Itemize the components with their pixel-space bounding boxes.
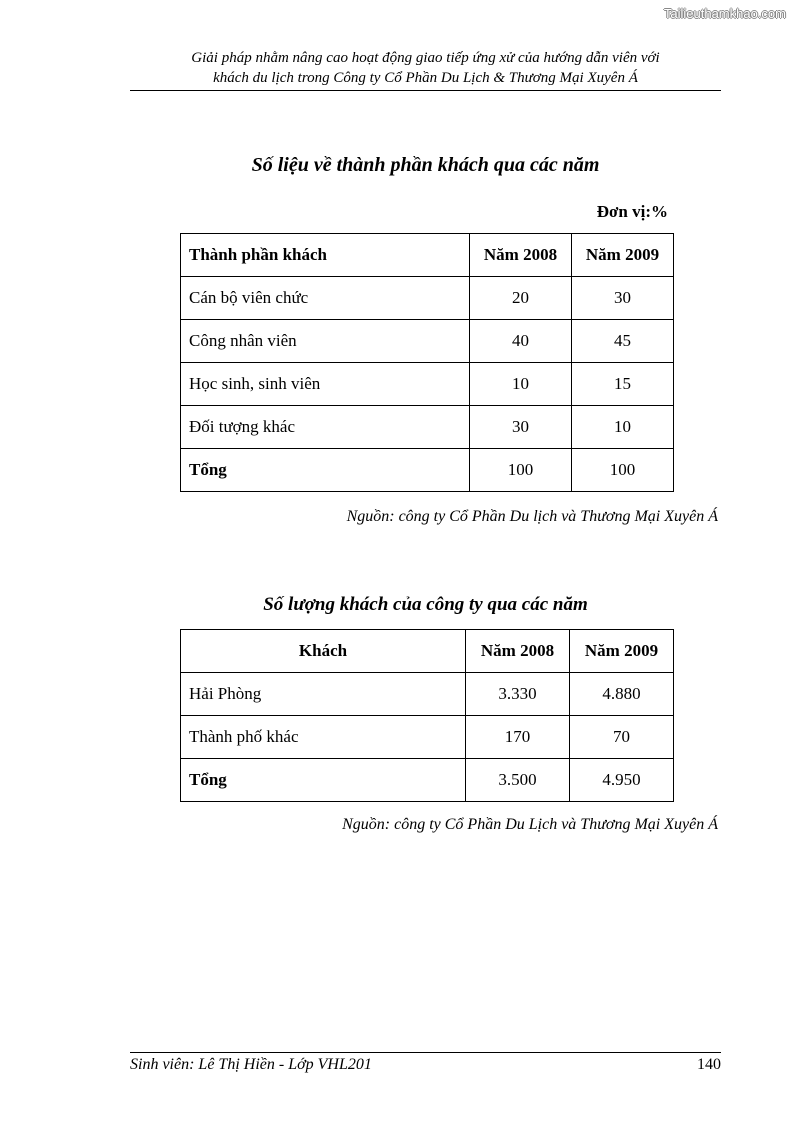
cell-2008: 3.330 <box>466 673 570 716</box>
column-header-guest: Khách <box>181 630 466 673</box>
column-header-2009: Năm 2009 <box>572 234 674 277</box>
row-label: Thành phố khác <box>181 716 466 759</box>
page-header <box>130 48 721 88</box>
cell-2009: 10 <box>572 406 674 449</box>
table-total-row <box>181 759 674 802</box>
page-number: 140 <box>697 1056 721 1073</box>
cell-2009: 30 <box>572 277 674 320</box>
cell-2008: 30 <box>470 406 572 449</box>
header-divider <box>130 90 721 91</box>
column-header-guest-type: Thành phần khách <box>181 234 470 277</box>
table-row <box>181 406 674 449</box>
table-row <box>181 673 674 716</box>
footer-divider <box>130 1052 721 1053</box>
total-2009: 100 <box>572 449 674 492</box>
total-2009: 4.950 <box>570 759 674 802</box>
row-label: Đối tượng khác <box>181 406 470 449</box>
total-2008: 3.500 <box>466 759 570 802</box>
table-row <box>181 716 674 759</box>
cell-2009: 45 <box>572 320 674 363</box>
cell-2009: 70 <box>570 716 674 759</box>
header-line-1: Giải pháp nhằm nâng cao hoạt động giao tiếp ứng xử của hướng dẫn viên với <box>191 50 660 66</box>
cell-2009: 15 <box>572 363 674 406</box>
column-header-2008: Năm 2008 <box>470 234 572 277</box>
cell-2008: 10 <box>470 363 572 406</box>
header-line-2: khách du lịch trong Công ty Cổ Phần Du Lịch & Thương Mại Xuyên Á <box>213 70 638 86</box>
row-label: Cán bộ viên chức <box>181 277 470 320</box>
guest-composition-table <box>180 233 674 492</box>
table1-unit: Đơn vị:% <box>596 202 668 221</box>
table2-title: Số lượng khách của công ty qua các năm <box>263 594 588 615</box>
table-row <box>181 277 674 320</box>
row-label: Học sinh, sinh viên <box>181 363 470 406</box>
table1-source: Nguồn: công ty Cổ Phần Du lịch và Thương Mại Xuyên Á <box>346 508 718 525</box>
watermark: Tailieuthamkhao.com <box>663 6 786 21</box>
guest-count-table <box>180 629 674 802</box>
table-total-row <box>181 449 674 492</box>
table-row <box>181 320 674 363</box>
table2-source: Nguồn: công ty Cổ Phần Du Lịch và Thương Mại Xuyên Á <box>342 816 718 833</box>
total-label: Tổng <box>181 759 466 802</box>
cell-2009: 4.880 <box>570 673 674 716</box>
total-2008: 100 <box>470 449 572 492</box>
total-label: Tổng <box>181 449 470 492</box>
cell-2008: 20 <box>470 277 572 320</box>
table-row <box>181 363 674 406</box>
cell-2008: 170 <box>466 716 570 759</box>
footer-student: Sinh viên: Lê Thị Hiền - Lớp VHL201 <box>130 1056 372 1073</box>
table-header-row <box>181 234 674 277</box>
table1-title: Số liệu về thành phần khách qua các năm <box>251 154 600 176</box>
cell-2008: 40 <box>470 320 572 363</box>
column-header-2008: Năm 2008 <box>466 630 570 673</box>
table-header-row <box>181 630 674 673</box>
column-header-2009: Năm 2009 <box>570 630 674 673</box>
row-label: Hải Phòng <box>181 673 466 716</box>
row-label: Công nhân viên <box>181 320 470 363</box>
